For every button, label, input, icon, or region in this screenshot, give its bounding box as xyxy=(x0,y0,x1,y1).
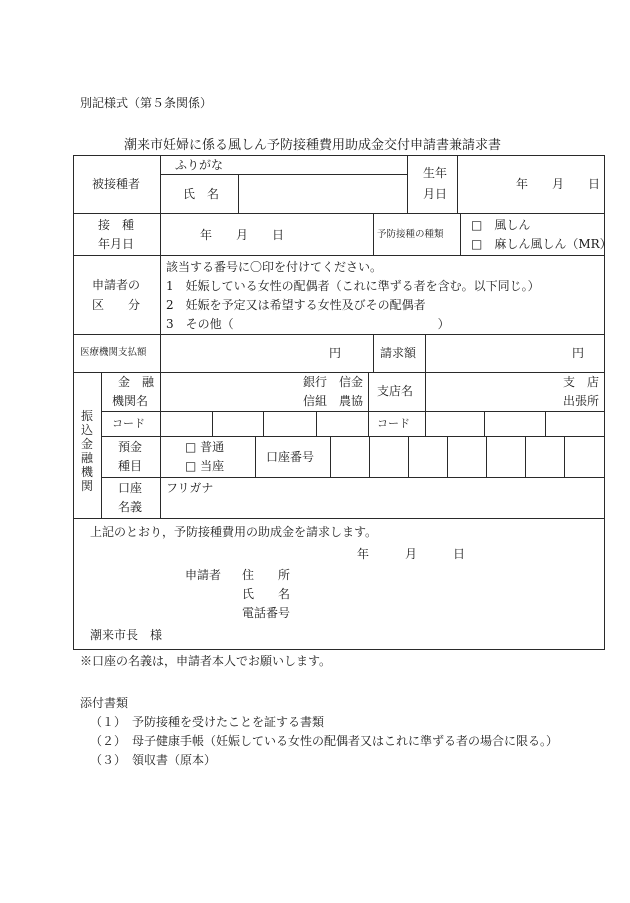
account-holder-label-line1: 口座 xyxy=(118,481,143,495)
account-number-label: 口座番号 xyxy=(266,450,315,464)
claim-statement: 上記のとおり，予防接種費用の助成金を請求します。 xyxy=(90,525,378,539)
medical-payment-input[interactable] xyxy=(161,335,372,371)
institution-label-line1: 金 融 xyxy=(118,375,155,389)
account-holder-input[interactable] xyxy=(161,478,603,517)
attachment-number: （３） xyxy=(90,753,127,767)
attachment-number: （１） xyxy=(90,715,127,729)
applicant-category-label-line1: 申請者の xyxy=(92,278,141,292)
applicant-address-label: 住 所 xyxy=(242,568,291,582)
medical-payment-yen: 円 xyxy=(329,346,342,360)
form-title: 潮来市妊婦に係る風しん予防接種費用助成金交付申請書兼請求書 xyxy=(124,138,502,153)
claim-amount-input[interactable] xyxy=(426,335,603,371)
claim-amount-label: 請求額 xyxy=(380,346,417,360)
bank-code-label: コード xyxy=(112,417,145,430)
attachment-text: 母子健康手帳（妊娠している女性の配偶者又はこれに準ずる者の場合に限る。） xyxy=(132,734,559,748)
subject-label: 被接種者 xyxy=(92,177,141,191)
vaccine-type-option-mr[interactable]: □ 麻しん風しん（MR） xyxy=(471,237,612,251)
bank-type-options-line1[interactable]: 銀行 信金 xyxy=(303,375,364,389)
attachment-text: 予防接種を受けたことを証する書類 xyxy=(132,715,325,729)
applicant-phone-label: 電話番号 xyxy=(242,606,291,620)
medical-payment-label: 医療機関支払額 xyxy=(80,347,147,358)
addressee: 潮来市長 様 xyxy=(90,628,163,642)
category-option-3[interactable]: 3 その他（ ） xyxy=(166,317,450,331)
account-holder-kana-label: フリガナ xyxy=(166,481,214,495)
birthdate-field[interactable]: 年 月 日 xyxy=(516,177,601,191)
bank-type-options-line2[interactable]: 信組 農協 xyxy=(303,394,364,408)
attachments-heading: 添付書類 xyxy=(80,696,129,710)
account-note: ※口座の名義は，申請者本人でお願いします。 xyxy=(80,654,332,668)
furigana-label: ふりがな xyxy=(175,158,224,172)
claim-date-field[interactable]: 年 月 日 xyxy=(357,547,466,561)
claim-amount-yen: 円 xyxy=(572,346,585,360)
vaccine-type-option-rubella[interactable]: □ 風しん xyxy=(471,218,531,232)
branch-type-option-2[interactable]: 出張所 xyxy=(563,394,600,408)
vaccination-date-label-line2: 年月日 xyxy=(98,237,135,251)
branch-code-label: コード xyxy=(377,417,410,430)
branch-type-option-1[interactable]: 支 店 xyxy=(563,375,600,389)
vaccination-date-field[interactable]: 年 月 日 xyxy=(200,228,285,242)
category-option-2[interactable]: 2 妊娠を予定又は希望する女性及びその配偶者 xyxy=(166,298,426,312)
vaccine-type-label: 予防接種の種類 xyxy=(377,229,444,240)
branch-label: 支店名 xyxy=(377,384,414,398)
vaccination-date-label-line1: 接 種 xyxy=(98,218,135,232)
form-reference: 別記様式（第５条関係） xyxy=(80,96,213,110)
category-instruction: 該当する番号に〇印を付けてください。 xyxy=(166,260,383,274)
bank-section-label: 振込金融機関 xyxy=(80,409,93,493)
applicant-label: 申請者 xyxy=(185,568,222,582)
deposit-type-label-line2: 種目 xyxy=(118,459,143,473)
institution-label-line2: 機関名 xyxy=(112,394,149,408)
birthdate-label-line1: 生年 xyxy=(423,166,448,180)
applicant-name-label: 氏 名 xyxy=(242,587,291,601)
name-input[interactable] xyxy=(239,175,406,212)
name-input-area[interactable] xyxy=(161,175,237,212)
furigana-input[interactable] xyxy=(239,156,406,173)
account-holder-label-line2: 名義 xyxy=(118,500,143,514)
category-option-1[interactable]: 1 妊娠している女性の配偶者（これに準ずる者を含む。以下同じ。） xyxy=(166,279,540,293)
birthdate-label-line2: 月日 xyxy=(423,187,448,201)
attachment-text: 領収書（原本） xyxy=(132,753,217,767)
applicant-category-label-line2: 区 分 xyxy=(92,298,141,312)
deposit-type-ordinary[interactable]: □ 普通 xyxy=(185,440,225,454)
deposit-type-label-line1: 預金 xyxy=(118,440,143,454)
deposit-type-current[interactable]: □ 当座 xyxy=(185,459,225,473)
name-label: 氏 名 xyxy=(183,187,220,201)
attachment-number: （２） xyxy=(90,734,127,748)
